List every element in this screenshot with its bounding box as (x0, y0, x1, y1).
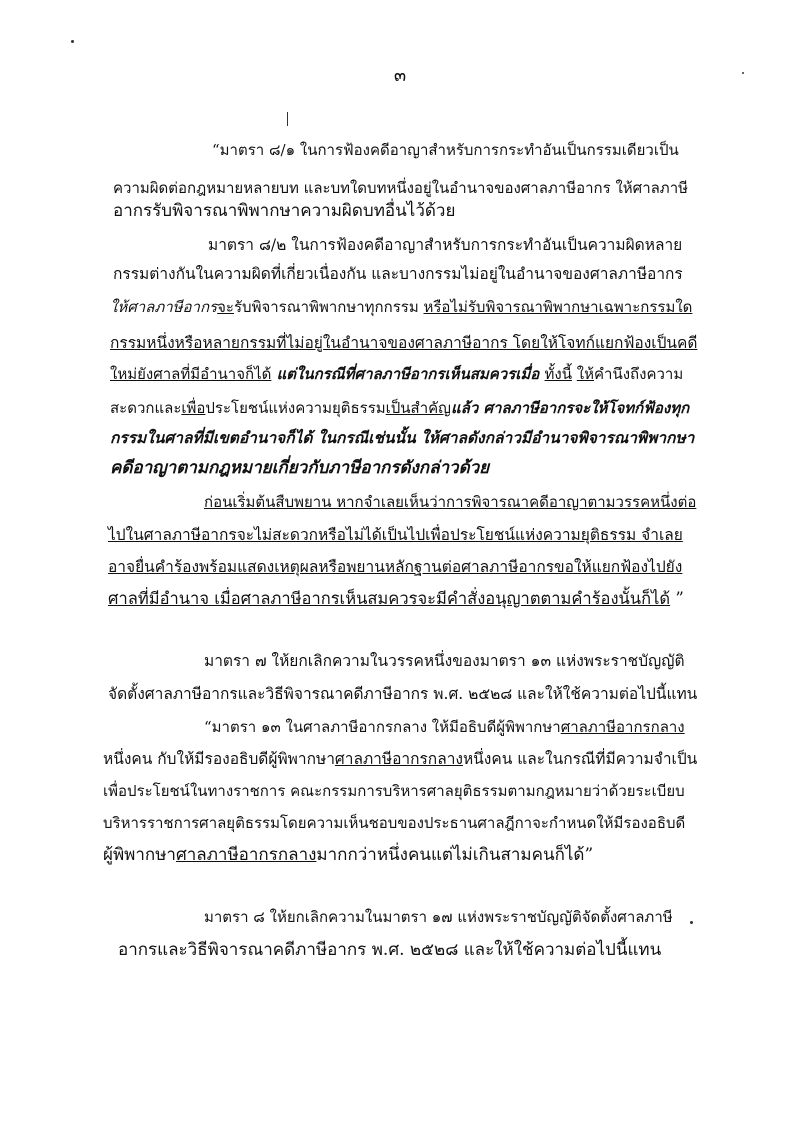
text-run: มากกว่าหนึ่งคนแต่ไม่เกินสามคนก็ได้” (316, 845, 594, 865)
text-run: รับพิจารณาพิพากษาทุกกรรม (233, 298, 424, 316)
text-run: มาตรา ๗ ให้ยกเลิกความในวรรคหนึ่งของมาตรา ๑๓ แห่งพระราชบัญญัติ (204, 652, 685, 670)
text-run: แต่ในกรณีที่ศาลภาษีอากรเห็นสมควรเมื่อ (271, 365, 545, 383)
text-run: ศาลที่มีอำนาจ เมื่อศาลภาษีอากรเห็นสมควรจะมีคำสั่งอนุญาตตามคำร้องนั้นก็ได้ (108, 589, 671, 608)
text-run: เป็นสำคัญ (385, 399, 451, 417)
paragraph-line (204, 905, 678, 929)
text-run: ประโยชน์แห่งความยุติธรรม (205, 399, 386, 417)
paragraph-line (103, 811, 698, 835)
text-run: ทั้งนี้ (544, 365, 572, 383)
text-run: บริหารราชการศาลยุติธรรมโดยความเห็นชอบของประธานศาลฎีกาจะกำหนดให้มีรองอธิบดี (103, 814, 686, 832)
paragraph-line (103, 779, 698, 803)
paragraph-line (113, 199, 693, 223)
paragraph-line (110, 396, 700, 420)
text-run: แล้ว ศาลภาษีอากรจะให้โจทก์ฟ้องทุก (450, 399, 690, 417)
text-run: กรรมหนึ่งหรือหลายกรรมที่ไม่อยู่ในอำนาจของศาลภาษีอากร โดยให้โจทก์แยกฟ้องเป็นคดี (110, 334, 698, 352)
paragraph-line (103, 843, 698, 867)
text-run: ศาลภาษีอากรกลาง (560, 718, 685, 736)
paragraph-line (118, 938, 678, 962)
text-run: กรรมในศาลที่มีเขตอำนาจก็ได้ ในกรณีเช่นนั้น ให้ศาลดังกล่าวมีอำนาจพิจารณาพิพากษา (110, 428, 695, 447)
paragraph-line (110, 295, 700, 319)
paragraph-line (110, 331, 700, 355)
paragraph-line (204, 649, 698, 673)
page-number: ๓ (393, 65, 407, 86)
text-run: สะดวกและ (110, 399, 182, 417)
text-run: มาตรา ๘/๒ ในการฟ้องคดีอาญาสำหรับการกระทำอันเป็นความผิดหลาย (208, 236, 683, 254)
paragraph-line (113, 262, 693, 286)
text-run: อาจยื่นคำร้องพร้อมแสดงเหตุผลหรือพยานหลักฐานต่อศาลภาษีอากรขอให้แยกฟ้องไปยัง (108, 558, 683, 576)
text-run: ศาลภาษีอากรกลาง (334, 750, 463, 768)
scan-speck (690, 921, 693, 924)
text-run: กรรมต่างกันในความผิดที่เกี่ยวเนื่องกัน และบางกรรมไม่อยู่ในอำนาจของศาลภาษีอากร (113, 265, 683, 283)
paragraph-line (113, 176, 693, 200)
text-run: จัดตั้งศาลภาษีอากรและวิธีพิจารณาคดีภาษีอากร พ.ศ. ๒๕๒๘ และให้ใช้ความต่อไปนี้แทน (108, 685, 698, 703)
text-run: อากรรับพิจารณาพิพากษาความผิดบทอื่นไว้ด้วย (113, 201, 456, 221)
text-run: คำนึงถึงความ (594, 365, 684, 383)
text-run: หนึ่งคน และในกรณีที่มีความจำเป็น (462, 750, 698, 768)
text-run: “มาตรา ๑๓ ในศาลภาษีอากรกลาง ให้มีอธิบดีผู้พิพากษา (204, 718, 561, 736)
scan-speck (287, 112, 288, 126)
scan-speck (71, 40, 74, 43)
text-run: เพื่อ (181, 399, 206, 417)
paragraph-line (208, 233, 688, 257)
text-run: หรือไม่รับพิจารณาพิพากษาเฉพาะกรรมใด (423, 298, 693, 316)
text-run: ให้ศาลภาษีอากร (110, 298, 218, 316)
text-run: คดีอาญาตามกฎหมายเกี่ยวกับภาษีอากรดังกล่าวด้วย (110, 458, 490, 478)
paragraph-line (110, 426, 700, 450)
text-run: ความผิดต่อกฎหมายหลายบท และบทใดบทหนึ่งอยู่ในอำนาจของศาลภาษีอากร ให้ศาลภาษี (113, 179, 689, 197)
text-run: ” (670, 589, 684, 608)
text-run: เพื่อประโยชน์ในทางราชการ คณะกรรมการบริหารศาลยุติธรรมตามกฎหมายว่าด้วยระเบียบ (103, 782, 685, 800)
paragraph-line (204, 715, 698, 739)
text-run: ให้ (576, 365, 594, 383)
paragraph-line (108, 682, 698, 706)
text-run: มาตรา ๘ ให้ยกเลิกความในมาตรา ๑๗ แห่งพระราชบัญญัติจัดตั้งศาลภาษี (204, 908, 673, 926)
text-run: ศาลภาษีอากรกลาง (175, 845, 317, 865)
paragraph-line (108, 555, 698, 579)
text-run: จะ (217, 298, 234, 316)
scan-speck (742, 72, 744, 74)
text-run: “มาตรา ๘/๑ ในการฟ้องคดีอาญาสำหรับการกระทำอันเป็นกรรมเดียวเป็น (212, 141, 679, 159)
paragraph-line (108, 523, 698, 547)
paragraph-line (108, 587, 698, 611)
text-run: ก่อนเริ่มต้นสืบพยาน หากจำเลยเห็นว่าการพิจารณาคดีอาญาตามวรรคหนึ่งต่อ (204, 493, 697, 511)
paragraph-line (110, 362, 700, 386)
text-run: หนึ่งคน กับให้มีรองอธิบดีผู้พิพากษา (103, 750, 335, 768)
text-run: ใหม่ยังศาลที่มีอำนาจก็ได้ (110, 365, 272, 383)
text-run: ผู้พิพากษา (103, 845, 176, 865)
paragraph-line (204, 490, 698, 514)
paragraph-line (212, 138, 692, 162)
text-run: ไปในศาลภาษีอากรจะไม่สะดวกหรือไม่ได้เป็นไปเพื่อประโยชน์แห่งความยุติธรรม จำเลย (108, 526, 683, 544)
paragraph-line (110, 456, 700, 480)
text-run: อากรและวิธีพิจารณาคดีภาษีอากร พ.ศ. ๒๕๒๘ และให้ใช้ความต่อไปนี้แทน (118, 940, 662, 960)
paragraph-line (103, 747, 698, 771)
